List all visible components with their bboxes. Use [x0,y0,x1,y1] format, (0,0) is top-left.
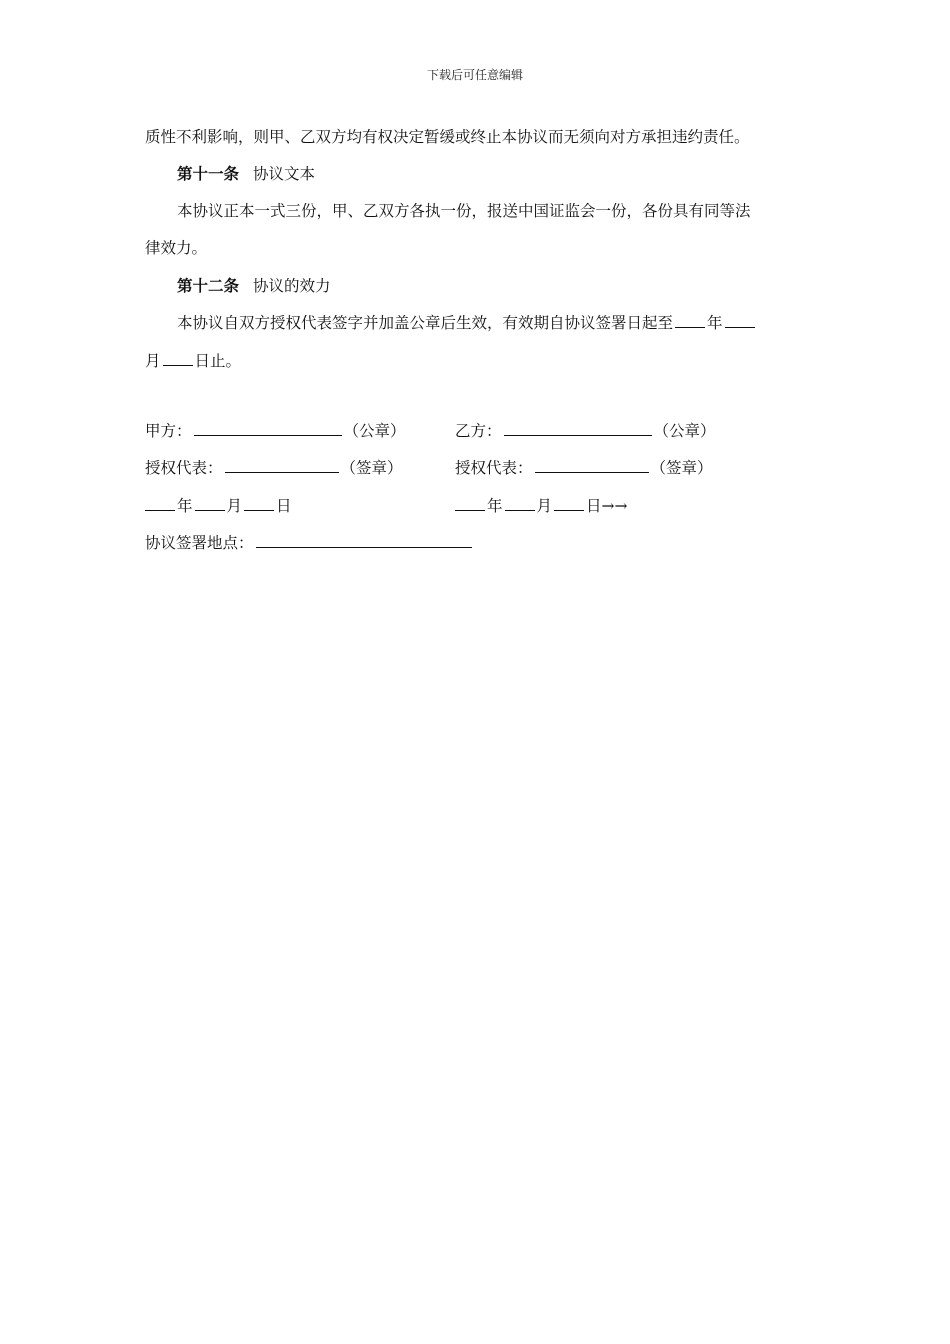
party-a-line [145,421,406,441]
party-b-month-label: 月 [536,497,553,515]
party-a-year-blank[interactable] [145,496,175,511]
expiry-month-blank[interactable] [725,313,755,328]
article-12-number: 第十二条 [177,277,240,295]
party-b-date-line [455,496,628,516]
article-12-text-line2 [145,351,805,371]
article-12-text: 本协议自双方授权代表签字并加盖公章后生效，有效期自协议签署日起至 [177,314,674,332]
party-a-sign-label: （签章） [340,459,403,477]
article-11-title: 协议文本 [253,165,316,183]
paragraph-continuation: 质性不利影响，则甲、乙双方均有权决定暂缓或终止本协议而无须向对方承担违约责任。 [145,128,750,146]
article-11-text-line1: 本协议正本一式三份，甲、乙双方各执一份，报送中国证监会一份，各份具有同等法 [177,202,751,220]
article-12-heading [177,276,805,296]
party-b-month-blank[interactable] [505,496,535,511]
article-12-text-line1 [177,313,805,333]
expiry-day-blank[interactable] [163,351,193,366]
party-a-field[interactable] [194,421,342,436]
party-a-rep-label: 授权代表： [145,459,223,477]
party-a-year-label: 年 [177,497,193,515]
party-b-sign-label: （签章） [650,459,713,477]
party-a-date-line [145,496,292,516]
party-b-field[interactable] [504,421,652,436]
article-11-number: 第十一条 [177,165,240,183]
party-b-seal-label: （公章） [653,422,716,440]
location-label: 协议签署地点： [145,534,254,552]
party-b-rep-line [455,458,713,478]
day-label: 日 [194,352,211,370]
party-b-year-label: 年 [487,497,503,515]
party-a-seal-label: （公章） [343,422,406,440]
stop-label: 止。 [210,352,242,370]
expiry-year-blank[interactable] [675,313,705,328]
party-b-line [455,421,716,441]
party-b-year-blank[interactable] [455,496,485,511]
party-b-rep-field[interactable] [535,458,649,473]
party-a-day-blank[interactable] [244,496,274,511]
party-a-rep-line [145,458,403,478]
party-a-rep-field[interactable] [225,458,339,473]
party-b-day-blank[interactable] [554,496,584,511]
party-b-rep-label: 授权代表： [455,459,533,477]
party-a-month-blank[interactable] [195,496,225,511]
article-12-title: 协议的效力 [253,277,331,295]
party-b-day-label: 日 [586,497,602,515]
party-b-label: 乙方： [455,422,502,440]
party-a-day-label: 日 [276,497,292,515]
article-11-heading [177,164,805,184]
party-a-label: 甲方： [145,422,192,440]
arrow-marks: →→ [601,497,628,515]
party-a-month-label: 月 [226,497,243,515]
location-line [145,533,474,553]
month-label: 月 [145,352,161,370]
year-label: 年 [707,314,723,332]
location-field[interactable] [256,533,472,548]
article-11-text-line2: 律效力。 [145,239,208,257]
page-header-note: 下载后可任意编辑 [426,68,523,82]
